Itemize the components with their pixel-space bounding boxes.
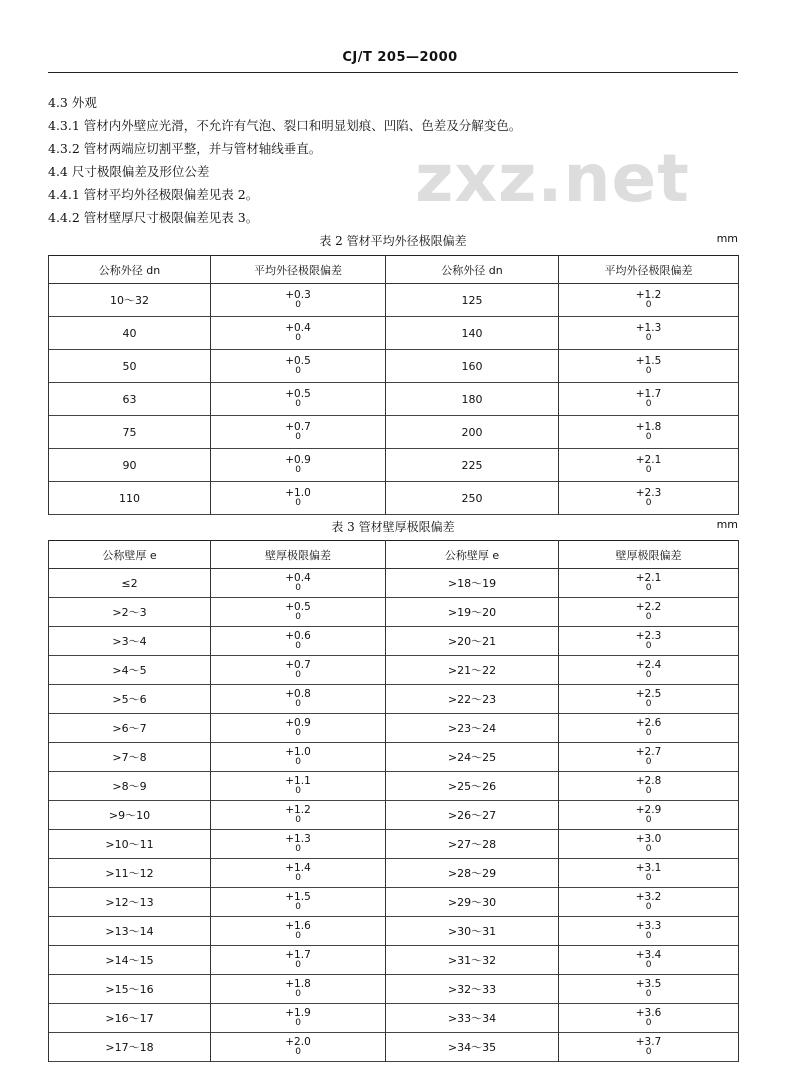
- tolerance-value: [285, 290, 311, 310]
- upper-deviation: +3.1: [635, 862, 662, 874]
- tolerance-value: [285, 689, 311, 709]
- upper-deviation: +0.4: [285, 322, 311, 334]
- tolerance-value: [636, 834, 662, 854]
- lower-deviation: 0: [295, 786, 301, 796]
- lower-deviation: 0: [645, 931, 652, 941]
- lower-deviation: 0: [645, 333, 652, 343]
- tolerance-value: [285, 718, 311, 738]
- table2-unit: mm: [716, 232, 738, 245]
- upper-deviation: +1.7: [635, 388, 662, 400]
- clause-4-3-1: 4.3.1 管材内外壁应光滑，不允许有气泡、裂口和明显划痕、凹陷、色差及分解变色。: [48, 118, 522, 133]
- upper-deviation: +2.4: [635, 659, 662, 671]
- tolerance-cell: [559, 482, 739, 515]
- tolerance-cell: [559, 946, 739, 975]
- tolerance-value: [285, 776, 311, 796]
- tolerance-value: [636, 488, 662, 508]
- size-cell: >7～8: [49, 743, 211, 772]
- tolerance-value: [636, 718, 662, 738]
- size-cell: >23～24: [386, 714, 559, 743]
- tolerance-value: [636, 631, 662, 651]
- tolerance-value: [636, 455, 662, 475]
- lower-deviation: 0: [645, 1047, 652, 1057]
- table2-header-cell: 公称外径 dn: [49, 256, 211, 284]
- lower-deviation: 0: [645, 844, 652, 854]
- table3-header-cell: 壁厚极限偏差: [559, 541, 739, 569]
- lower-deviation: 0: [645, 498, 652, 508]
- size-cell: >4～5: [49, 656, 211, 685]
- tolerance-cell: [559, 449, 739, 482]
- lower-deviation: 0: [645, 960, 652, 970]
- table-row: [49, 801, 739, 830]
- size-cell: >16～17: [49, 1004, 211, 1033]
- tolerance-value: [285, 356, 311, 376]
- table-row: [49, 416, 739, 449]
- tolerance-value: [285, 921, 311, 941]
- tolerance-value: [285, 979, 311, 999]
- size-cell: >18～19: [386, 569, 559, 598]
- lower-deviation: 0: [645, 728, 652, 738]
- table3: [48, 540, 739, 1062]
- table2-header-row: [49, 256, 739, 284]
- tolerance-cell: [559, 627, 739, 656]
- lower-deviation: 0: [295, 641, 301, 651]
- tolerance-cell: [559, 830, 739, 859]
- table-row: [49, 859, 739, 888]
- tolerance-cell: [211, 627, 386, 656]
- lower-deviation: 0: [645, 399, 652, 409]
- lower-deviation: 0: [645, 699, 652, 709]
- tolerance-cell: [211, 917, 386, 946]
- table3-header-cell: 公称壁厚 e: [49, 541, 211, 569]
- size-cell: >2～3: [49, 598, 211, 627]
- size-cell: >29～30: [386, 888, 559, 917]
- table-row: [49, 888, 739, 917]
- tolerance-cell: [559, 1004, 739, 1033]
- clause-4-4-2: 4.4.2 管材壁厚尺寸极限偏差见表 3。: [48, 210, 259, 225]
- tolerance-value: [285, 488, 311, 508]
- table2-header-cell: 公称外径 dn: [386, 256, 559, 284]
- size-cell: 250: [386, 482, 559, 515]
- tolerance-cell: [559, 859, 739, 888]
- size-cell: ≤2: [49, 569, 211, 598]
- table-row: [49, 569, 739, 598]
- lower-deviation: 0: [295, 815, 301, 825]
- tolerance-value: [636, 921, 662, 941]
- size-cell: >6～7: [49, 714, 211, 743]
- lower-deviation: 0: [295, 1047, 301, 1057]
- table2-caption: 表 2 管材平均外径极限偏差: [319, 234, 467, 248]
- tolerance-cell: [211, 685, 386, 714]
- upper-deviation: +0.7: [285, 659, 311, 671]
- clause-4-3-2: 4.3.2 管材两端应切割平整，并与管材轴线垂直。: [48, 141, 322, 156]
- tolerance-cell: [211, 743, 386, 772]
- tolerance-value: [636, 602, 662, 622]
- tolerance-value: [285, 950, 311, 970]
- size-cell: >32～33: [386, 975, 559, 1004]
- table-row: [49, 284, 739, 317]
- table3-header-cell: 壁厚极限偏差: [211, 541, 386, 569]
- tolerance-cell: [211, 317, 386, 350]
- table3-unit: mm: [716, 518, 738, 531]
- size-cell: >9～10: [49, 801, 211, 830]
- upper-deviation: +1.2: [635, 289, 662, 301]
- tolerance-value: [285, 323, 311, 343]
- upper-deviation: +1.7: [285, 949, 311, 961]
- size-cell: >20～21: [386, 627, 559, 656]
- table-row: [49, 917, 739, 946]
- tolerance-cell: [211, 859, 386, 888]
- size-cell: >24～25: [386, 743, 559, 772]
- tolerance-cell: [211, 449, 386, 482]
- tolerance-value: [285, 422, 311, 442]
- lower-deviation: 0: [295, 931, 301, 941]
- tolerance-value: [285, 747, 311, 767]
- lower-deviation: 0: [295, 989, 301, 999]
- lower-deviation: 0: [295, 399, 301, 409]
- clause-4-4-1: 4.4.1 管材平均外径极限偏差见表 2。: [48, 187, 259, 202]
- tolerance-cell: [559, 714, 739, 743]
- tolerance-cell: [559, 383, 739, 416]
- lower-deviation: 0: [645, 670, 652, 680]
- size-cell: >21～22: [386, 656, 559, 685]
- lower-deviation: 0: [645, 300, 652, 310]
- lower-deviation: 0: [645, 786, 652, 796]
- table-row: [49, 772, 739, 801]
- lower-deviation: 0: [295, 873, 301, 883]
- tolerance-cell: [559, 685, 739, 714]
- lower-deviation: 0: [295, 757, 301, 767]
- tolerance-value: [285, 660, 311, 680]
- tolerance-cell: [211, 383, 386, 416]
- tolerance-value: [285, 1037, 311, 1057]
- section-4-4: 4.4 尺寸极限偏差及形位公差: [48, 164, 210, 179]
- lower-deviation: 0: [295, 844, 301, 854]
- tolerance-cell: [211, 350, 386, 383]
- table-row: [49, 1033, 739, 1062]
- tolerance-cell: [559, 1033, 739, 1062]
- upper-deviation: +3.0: [635, 833, 662, 845]
- upper-deviation: +1.4: [285, 862, 311, 874]
- size-cell: >15～16: [49, 975, 211, 1004]
- size-cell: >14～15: [49, 946, 211, 975]
- upper-deviation: +0.9: [285, 717, 311, 729]
- tolerance-cell: [559, 416, 739, 449]
- upper-deviation: +0.6: [285, 630, 311, 642]
- tolerance-cell: [559, 284, 739, 317]
- tolerance-cell: [211, 946, 386, 975]
- tolerance-cell: [211, 482, 386, 515]
- table-row: [49, 830, 739, 859]
- tolerance-value: [636, 422, 662, 442]
- tolerance-cell: [211, 830, 386, 859]
- lower-deviation: 0: [295, 728, 301, 738]
- table3-header-cell: 公称壁厚 e: [386, 541, 559, 569]
- tolerance-value: [636, 389, 662, 409]
- upper-deviation: +0.5: [285, 601, 311, 613]
- lower-deviation: 0: [645, 815, 652, 825]
- tolerance-cell: [559, 801, 739, 830]
- tolerance-value: [636, 356, 662, 376]
- upper-deviation: +3.6: [635, 1007, 662, 1019]
- tolerance-cell: [211, 598, 386, 627]
- lower-deviation: 0: [295, 498, 301, 508]
- tolerance-value: [636, 805, 662, 825]
- table-row: [49, 383, 739, 416]
- size-cell: >30～31: [386, 917, 559, 946]
- table2-header-cell: 平均外径极限偏差: [211, 256, 386, 284]
- table2: [48, 255, 739, 515]
- lower-deviation: 0: [295, 699, 301, 709]
- upper-deviation: +0.3: [285, 289, 311, 301]
- tolerance-value: [636, 573, 662, 593]
- upper-deviation: +2.1: [635, 454, 662, 466]
- tolerance-cell: [211, 772, 386, 801]
- tolerance-value: [636, 776, 662, 796]
- tolerance-value: [636, 1008, 662, 1028]
- tolerance-value: [285, 892, 311, 912]
- upper-deviation: +1.9: [285, 1007, 311, 1019]
- upper-deviation: +1.1: [285, 775, 311, 787]
- upper-deviation: +3.4: [635, 949, 662, 961]
- tolerance-value: [285, 631, 311, 651]
- upper-deviation: +0.7: [285, 421, 311, 433]
- upper-deviation: +1.0: [285, 746, 311, 758]
- tolerance-value: [636, 660, 662, 680]
- tolerance-cell: [559, 317, 739, 350]
- size-cell: 75: [49, 416, 211, 449]
- size-cell: 180: [386, 383, 559, 416]
- upper-deviation: +2.0: [285, 1036, 311, 1048]
- table3-caption: 表 3 管材壁厚极限偏差: [331, 520, 455, 534]
- tolerance-cell: [211, 569, 386, 598]
- table2-body: [49, 284, 739, 515]
- tolerance-value: [285, 863, 311, 883]
- upper-deviation: +1.8: [635, 421, 662, 433]
- lower-deviation: 0: [295, 432, 301, 442]
- lower-deviation: 0: [295, 670, 301, 680]
- size-cell: >27～28: [386, 830, 559, 859]
- size-cell: >26～27: [386, 801, 559, 830]
- table-row: [49, 685, 739, 714]
- tolerance-value: [636, 979, 662, 999]
- tolerance-value: [285, 573, 311, 593]
- tolerance-cell: [211, 714, 386, 743]
- size-cell: >22～23: [386, 685, 559, 714]
- tolerance-value: [636, 323, 662, 343]
- table-row: [49, 743, 739, 772]
- size-cell: >33～34: [386, 1004, 559, 1033]
- lower-deviation: 0: [295, 612, 301, 622]
- tolerance-value: [636, 290, 662, 310]
- upper-deviation: +1.2: [285, 804, 311, 816]
- size-cell: >31～32: [386, 946, 559, 975]
- table2-header-cell: 平均外径极限偏差: [559, 256, 739, 284]
- size-cell: >12～13: [49, 888, 211, 917]
- upper-deviation: +2.3: [635, 487, 662, 499]
- table-row: [49, 975, 739, 1004]
- tolerance-value: [285, 455, 311, 475]
- tolerance-cell: [211, 656, 386, 685]
- table-row: [49, 656, 739, 685]
- table-row: [49, 598, 739, 627]
- size-cell: 225: [386, 449, 559, 482]
- tolerance-cell: [559, 917, 739, 946]
- tolerance-value: [285, 834, 311, 854]
- section-4-3: 4.3 外观: [48, 95, 97, 110]
- size-cell: 200: [386, 416, 559, 449]
- tolerance-cell: [211, 975, 386, 1004]
- tolerance-value: [636, 689, 662, 709]
- upper-deviation: +0.8: [285, 688, 311, 700]
- header-rule: [48, 72, 738, 73]
- lower-deviation: 0: [645, 465, 652, 475]
- size-cell: 40: [49, 317, 211, 350]
- upper-deviation: +0.5: [285, 388, 311, 400]
- tolerance-value: [636, 950, 662, 970]
- size-cell: >5～6: [49, 685, 211, 714]
- size-cell: >3～4: [49, 627, 211, 656]
- upper-deviation: +2.6: [635, 717, 662, 729]
- lower-deviation: 0: [645, 989, 652, 999]
- size-cell: 140: [386, 317, 559, 350]
- upper-deviation: +2.2: [635, 601, 662, 613]
- tolerance-value: [636, 863, 662, 883]
- size-cell: 10～32: [49, 284, 211, 317]
- table-row: [49, 946, 739, 975]
- upper-deviation: +2.7: [635, 746, 662, 758]
- lower-deviation: 0: [295, 960, 301, 970]
- upper-deviation: +1.5: [285, 891, 311, 903]
- size-cell: 160: [386, 350, 559, 383]
- tolerance-value: [285, 1008, 311, 1028]
- upper-deviation: +0.5: [285, 355, 311, 367]
- tolerance-cell: [211, 284, 386, 317]
- upper-deviation: +1.8: [285, 978, 311, 990]
- upper-deviation: +1.3: [285, 833, 311, 845]
- page-header: CJ/T 205—2000: [342, 50, 458, 65]
- upper-deviation: +3.3: [635, 920, 662, 932]
- table-row: [49, 317, 739, 350]
- size-cell: >17～18: [49, 1033, 211, 1062]
- watermark: zxz.net: [415, 140, 690, 217]
- upper-deviation: +0.4: [285, 572, 311, 584]
- upper-deviation: +2.9: [635, 804, 662, 816]
- lower-deviation: 0: [645, 366, 652, 376]
- tolerance-cell: [211, 1033, 386, 1062]
- lower-deviation: 0: [645, 432, 652, 442]
- lower-deviation: 0: [645, 641, 652, 651]
- tolerance-cell: [559, 656, 739, 685]
- size-cell: >25～26: [386, 772, 559, 801]
- lower-deviation: 0: [295, 902, 301, 912]
- size-cell: >19～20: [386, 598, 559, 627]
- lower-deviation: 0: [645, 902, 652, 912]
- tolerance-cell: [559, 888, 739, 917]
- upper-deviation: +1.0: [285, 487, 311, 499]
- size-cell: >13～14: [49, 917, 211, 946]
- lower-deviation: 0: [645, 873, 652, 883]
- upper-deviation: +0.9: [285, 454, 311, 466]
- upper-deviation: +2.3: [635, 630, 662, 642]
- upper-deviation: +2.5: [635, 688, 662, 700]
- table-row: [49, 714, 739, 743]
- upper-deviation: +2.8: [635, 775, 662, 787]
- lower-deviation: 0: [295, 333, 301, 343]
- table-row: [49, 1004, 739, 1033]
- upper-deviation: +3.2: [635, 891, 662, 903]
- upper-deviation: +3.7: [635, 1036, 662, 1048]
- tolerance-cell: [211, 888, 386, 917]
- table-row: [49, 627, 739, 656]
- tolerance-cell: [559, 975, 739, 1004]
- size-cell: 50: [49, 350, 211, 383]
- tolerance-cell: [211, 801, 386, 830]
- table-row: [49, 482, 739, 515]
- tolerance-cell: [559, 772, 739, 801]
- size-cell: >8～9: [49, 772, 211, 801]
- tolerance-value: [285, 389, 311, 409]
- tolerance-value: [285, 805, 311, 825]
- size-cell: >34～35: [386, 1033, 559, 1062]
- table-row: [49, 449, 739, 482]
- tolerance-value: [636, 892, 662, 912]
- lower-deviation: 0: [645, 583, 652, 593]
- lower-deviation: 0: [645, 612, 652, 622]
- size-cell: >10～11: [49, 830, 211, 859]
- size-cell: 90: [49, 449, 211, 482]
- table-row: [49, 350, 739, 383]
- lower-deviation: 0: [295, 366, 301, 376]
- size-cell: >11～12: [49, 859, 211, 888]
- tolerance-value: [285, 602, 311, 622]
- table3-body: [49, 569, 739, 1062]
- tolerance-cell: [559, 743, 739, 772]
- upper-deviation: +3.5: [635, 978, 662, 990]
- lower-deviation: 0: [645, 1018, 652, 1028]
- tolerance-cell: [211, 1004, 386, 1033]
- lower-deviation: 0: [295, 300, 301, 310]
- upper-deviation: +2.1: [635, 572, 662, 584]
- tolerance-cell: [559, 569, 739, 598]
- lower-deviation: 0: [295, 1018, 301, 1028]
- tolerance-value: [636, 1037, 662, 1057]
- size-cell: >28～29: [386, 859, 559, 888]
- lower-deviation: 0: [295, 583, 301, 593]
- size-cell: 63: [49, 383, 211, 416]
- upper-deviation: +1.3: [635, 322, 662, 334]
- lower-deviation: 0: [295, 465, 301, 475]
- upper-deviation: +1.6: [285, 920, 311, 932]
- tolerance-cell: [211, 416, 386, 449]
- tolerance-cell: [559, 350, 739, 383]
- tolerance-value: [636, 747, 662, 767]
- tolerance-cell: [559, 598, 739, 627]
- table3-header-row: [49, 541, 739, 569]
- size-cell: 110: [49, 482, 211, 515]
- size-cell: 125: [386, 284, 559, 317]
- upper-deviation: +1.5: [635, 355, 662, 367]
- lower-deviation: 0: [645, 757, 652, 767]
